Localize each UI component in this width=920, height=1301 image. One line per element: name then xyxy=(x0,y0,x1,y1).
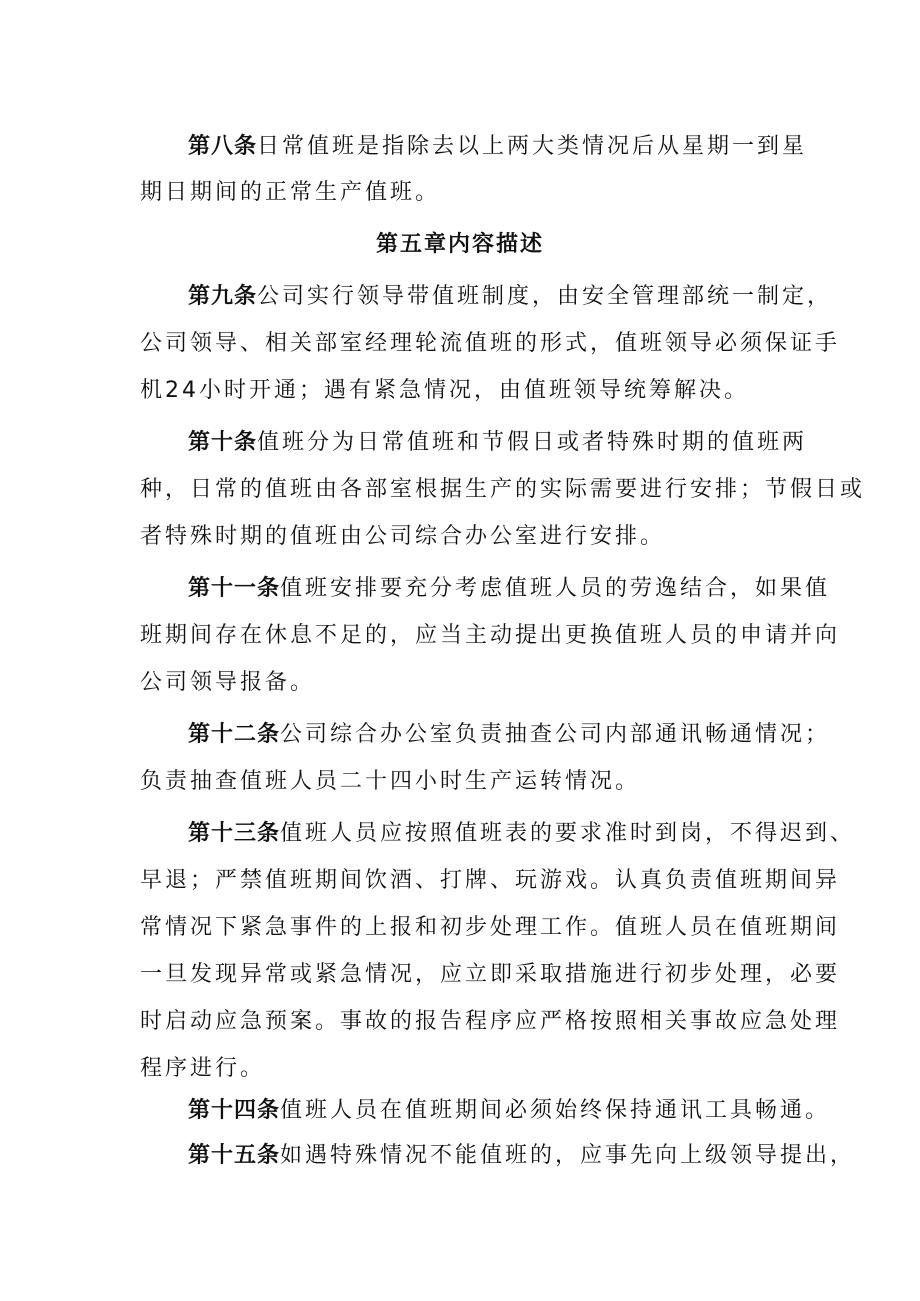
article-11-label: 第十一条 xyxy=(188,576,281,601)
article-9-line-2: 公司领导、相关部室经理轮流值班的形式，值班领导必须保证手 xyxy=(140,331,841,356)
article-12-line-1 xyxy=(188,720,831,750)
article-13-text-1: 值班人员应按照值班表的要求准时到岗，不得迟到、 xyxy=(280,821,856,846)
chapter-heading: 第五章内容描述 xyxy=(375,232,544,257)
article-15-line-1 xyxy=(188,1141,856,1171)
article-9-line-1 xyxy=(188,282,833,312)
article-8-label: 第八条 xyxy=(188,134,258,159)
article-8-line-2: 期日期间的正常生产值班。 xyxy=(140,180,441,205)
article-10-label: 第十条 xyxy=(188,430,258,455)
article-13-line-4: 一旦发现异常或紧急情况，应立即采取措施进行初步处理，必要 xyxy=(140,962,841,987)
article-15-text-1: 如遇特殊情况不能值班的，应事先向上级领导提出， xyxy=(280,1143,856,1168)
article-12-line-2: 负责抽查值班人员二十四小时生产运转情况。 xyxy=(140,769,641,794)
article-13-line-1 xyxy=(188,819,856,849)
article-11-line-2: 班期间存在休息不足的，应当主动提出更换值班人员的申请并向 xyxy=(140,623,841,648)
article-9-line-3: 机24小时开通；遇有紧急情况，由值班领导统筹解决。 xyxy=(140,378,749,403)
article-12-label: 第十二条 xyxy=(188,722,281,747)
article-11-text-1: 值班安排要充分考虑值班人员的劳逸结合，如果值 xyxy=(280,576,831,601)
article-9-text-1: 公司实行领导带值班制度，由安全管理部统一制定， xyxy=(257,284,833,309)
article-9-label: 第九条 xyxy=(188,284,258,309)
article-14-line-1 xyxy=(188,1096,831,1126)
article-15-label: 第十五条 xyxy=(188,1143,281,1168)
article-14-label: 第十四条 xyxy=(188,1098,281,1123)
article-11-line-1 xyxy=(188,574,831,604)
article-13-label: 第十三条 xyxy=(188,821,281,846)
article-13-line-6: 程序进行。 xyxy=(140,1056,266,1081)
article-10-line-3: 者特殊时期的值班由公司综合办公室进行安排。 xyxy=(140,524,666,549)
article-11-line-3: 公司领导报备。 xyxy=(140,670,316,695)
article-10-line-2: 种，日常的值班由各部室根据生产的实际需要进行安排；节假日或 xyxy=(140,477,866,502)
article-13-line-3: 常情况下紧急事件的上报和初步处理工作。值班人员在值班期间 xyxy=(140,915,841,940)
article-10-text-1: 值班分为日常值班和节假日或者特殊时期的值班两 xyxy=(257,430,808,455)
article-13-line-5: 时启动应急预案。事故的报告程序应严格按照相关事故应急处理 xyxy=(140,1009,841,1034)
article-12-text-1: 公司综合办公室负责抽查公司内部通讯畅通情况； xyxy=(280,722,831,747)
article-13-line-2: 早退；严禁值班期间饮酒、打牌、玩游戏。认真负责值班期间异 xyxy=(140,868,841,893)
article-14-text-1: 值班人员在值班期间必须始终保持通讯工具畅通。 xyxy=(280,1098,831,1123)
article-8-text-1: 日常值班是指除去以上两大类情况后从星期一到星 xyxy=(257,134,808,159)
article-8-line-1 xyxy=(188,132,808,162)
article-10-line-1 xyxy=(188,428,808,458)
